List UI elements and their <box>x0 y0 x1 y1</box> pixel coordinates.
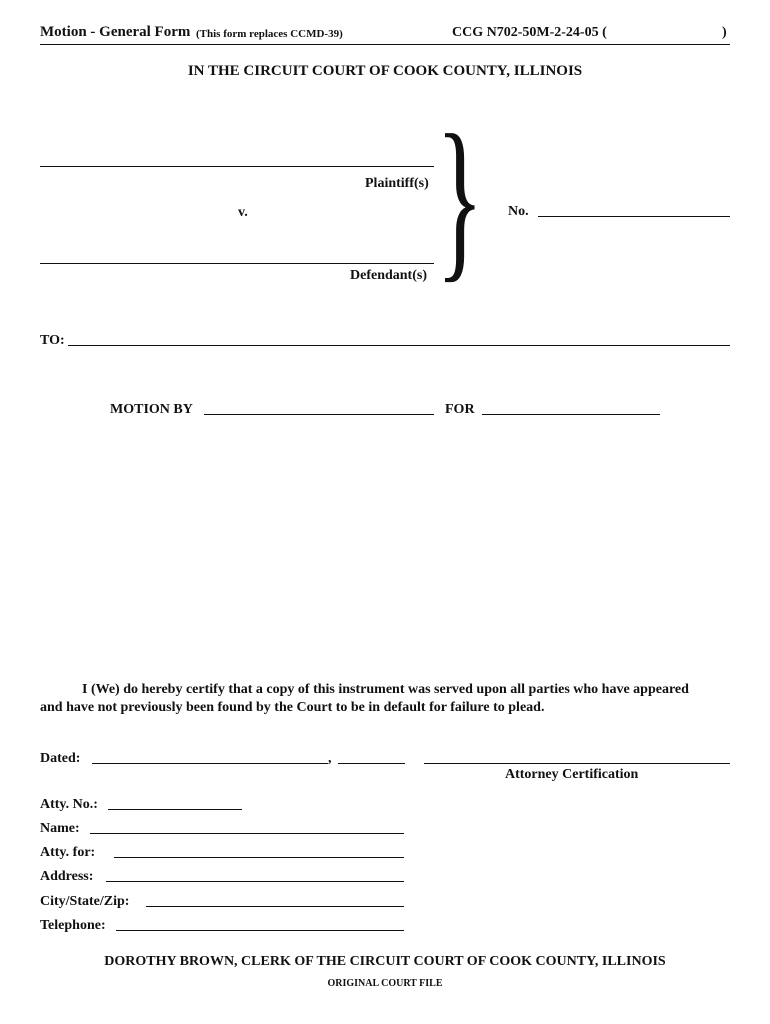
atty-for-field[interactable] <box>114 857 404 858</box>
to-label: TO: <box>40 333 65 348</box>
name-field[interactable] <box>90 833 404 834</box>
atty-no-label: Atty. No.: <box>40 797 98 812</box>
form-title: Motion - General Form <box>40 24 191 40</box>
dated-year-field[interactable] <box>338 763 405 764</box>
atty-for-label: Atty. for: <box>40 845 96 860</box>
case-no-label: No. <box>508 204 529 219</box>
dated-field[interactable] <box>92 763 328 764</box>
telephone-field[interactable] <box>116 930 404 931</box>
header-rule <box>40 44 730 45</box>
court-title: IN THE CIRCUIT COURT OF COOK COUNTY, ILLINOIS <box>187 63 583 79</box>
caption-brace: } <box>436 98 484 297</box>
replaces-note: (This form replaces CCMD-39) <box>196 28 343 40</box>
address-field[interactable] <box>106 881 404 882</box>
attorney-signature-field[interactable] <box>424 763 730 764</box>
form-code-close: ) <box>722 25 727 40</box>
address-label: Address: <box>40 869 94 884</box>
to-field[interactable] <box>68 345 730 346</box>
clerk-line: DOROTHY BROWN, CLERK OF THE CIRCUIT COURT OF COOK COUNTY, ILLINOIS <box>104 954 666 969</box>
atty-no-field[interactable] <box>108 809 242 810</box>
dated-label: Dated: <box>40 751 81 766</box>
city-state-zip-label: City/State/Zip: <box>40 894 130 909</box>
city-state-zip-field[interactable] <box>146 906 404 907</box>
plaintiff-label: Plaintiff(s) <box>365 176 429 191</box>
dated-comma: , <box>328 751 332 766</box>
attorney-certification-label: Attorney Certification <box>505 767 639 782</box>
defendant-label: Defendant(s) <box>350 268 427 283</box>
certification-line-2: and have not previously been found by the Court to be in default for failure to plead. <box>40 700 545 715</box>
versus-label: v. <box>238 205 248 220</box>
name-label: Name: <box>40 821 80 836</box>
motion-by-field[interactable] <box>204 414 434 415</box>
plaintiff-name-field[interactable] <box>40 166 434 167</box>
case-no-field[interactable] <box>538 216 730 217</box>
defendant-name-field[interactable] <box>40 263 434 264</box>
certification-line-1: I (We) do hereby certify that a copy of this instrument was served upon all parties who have appeared <box>82 682 689 697</box>
telephone-label: Telephone: <box>40 918 106 933</box>
original-court-file-label: ORIGINAL COURT FILE <box>327 978 443 989</box>
form-code: CCG N702-50M-2-24-05 ( <box>452 25 607 40</box>
motion-by-label: MOTION BY <box>110 402 193 417</box>
for-field[interactable] <box>482 414 660 415</box>
for-label: FOR <box>445 402 475 417</box>
